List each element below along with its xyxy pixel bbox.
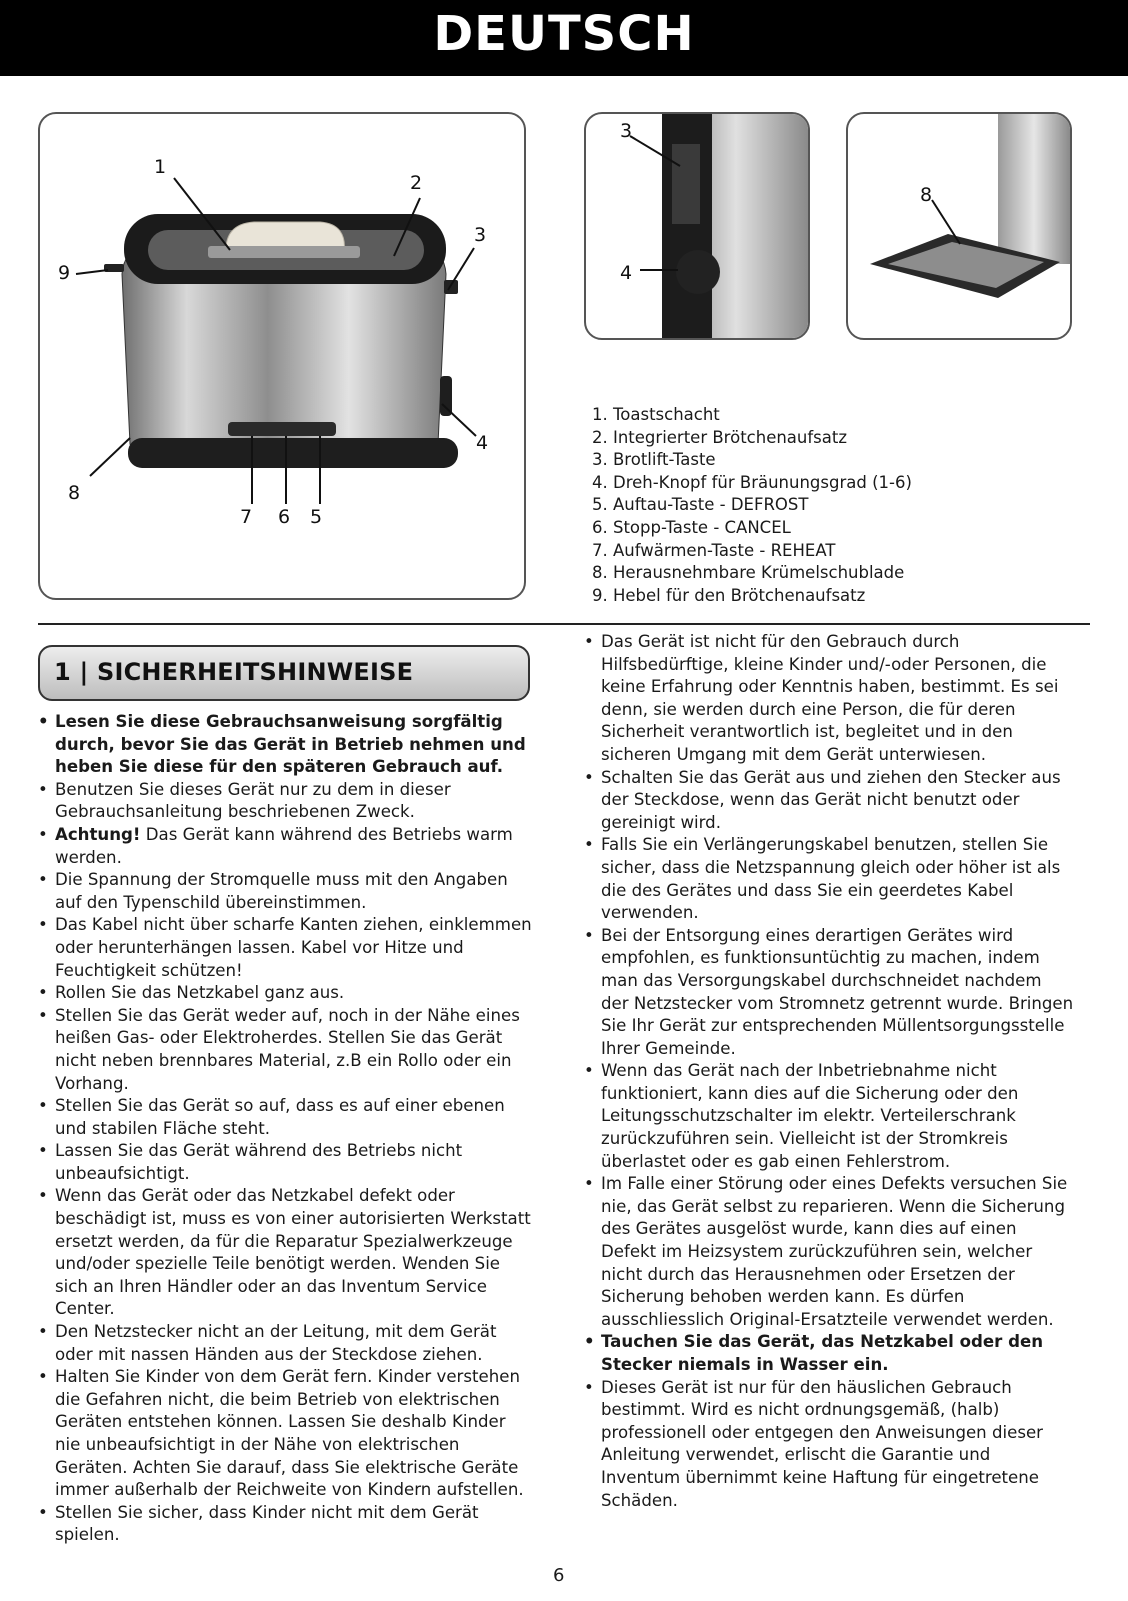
crumb-tray-figure [846,112,1072,340]
language-banner [0,0,1128,76]
list-item: • Stellen Sie das Gerät so auf, dass es auf einer ebenen und stabilen Fläche steht. [38,1095,534,1140]
list-item: • Das Gerät ist nicht für den Gebrauch durch Hilfsbedürftige, kleine Kinder und/-oder Personen, die keine Erfahrung oder Kenntnis haben, bestimmt. Es sei denn, sie werden durch eine Person, die für deren Sicherheit verantwortlich ist, begleitet und in den sicheren Umgang mit dem Gerät unterwiesen. [584,631,1074,767]
list-item: • Den Netzstecker nicht an der Leitung, mit dem Gerät oder mit nassen Händen aus der Steckdose ziehen. [38,1321,534,1366]
section-title: 1 | SICHERHEITSHINWEISE [54,658,414,686]
list-item: • Schalten Sie das Gerät aus und ziehen den Stecker aus der Steckdose, wenn das Gerät nicht benutzt oder gereinigt wird. [584,767,1074,835]
warning-label: Achtung! [55,824,141,844]
tray-callout-8: 8 [920,184,933,206]
callout-7: 7 [240,506,253,528]
list-item: • Wenn das Gerät oder das Netzkabel defekt oder beschädigt ist, muss es von einer autorisierten Werkstatt ersetzt werden, da für die Reparatur Spezialwerkzeuge und/oder spezielle Teile benötigt werden. Wenden Sie sich an Ihren Händler oder an das Inventum Service Center. [38,1185,534,1321]
section-divider [38,623,1090,625]
list-item: • Lassen Sie das Gerät während des Betriebs nicht unbeaufsichtigt. [38,1140,534,1185]
safety-list-right [584,631,1074,1512]
list-item: • Tauchen Sie das Gerät, das Netzkabel oder den Stecker niemals in Wasser ein. [584,1331,1074,1376]
toaster-front-figure [38,112,526,600]
parts-list-item: 3. Brotlift-Taste [592,450,716,470]
list-item: • Falls Sie ein Verlängerungskabel benutzen, stellen Sie sicher, dass die Netzspannung gleich oder höher ist als die des Gerätes und dass Sie ein geerdetes Kabel verwenden. [584,834,1074,924]
callout-6: 6 [278,506,291,528]
callout-9: 9 [58,262,71,284]
callout-4: 4 [476,432,489,454]
list-item: • Halten Sie Kinder von dem Gerät fern. Kinder verstehen die Gefahren nicht, die beim Betrieb von elektrischen Geräten entstehen können. Lassen Sie deshalb Kinder nie unbeaufsichtigt in der Nähe von elektrischen Geräten. Achten Sie darauf, dass Sie elektrische Geräte immer außerhalb der Reichweite von Kindern aufstellen. [38,1366,534,1502]
parts-list-item: 5. Auftau-Taste - DEFROST [592,495,809,515]
list-item: • Das Kabel nicht über scharfe Kanten ziehen, einklemmen oder herunterhängen lassen. Kabel vor Hitze und Feuchtigkeit schützen! [38,914,534,982]
callout-2: 2 [410,172,423,194]
parts-list-item: 4. Dreh-Knopf für Bräunungsgrad (1-6) [592,472,912,492]
list-item: • Stellen Sie das Gerät weder auf, noch in der Nähe eines heißen Gas- oder Elektroherdes. Stellen Sie das Gerät nicht neben brennbares Material, z.B ein Rollo oder ein Vorhang. [38,1005,534,1095]
list-item: • Die Spannung der Stromquelle muss mit den Angaben auf den Typenschild übereinstimmen. [38,869,534,914]
section-heading-box [38,645,530,701]
list-item: • Im Falle einer Störung oder eines Defekts versuchen Sie nie, das Gerät selbst zu reparieren. Wenn die Sicherung des Gerätes ausgelöst wurde, kann dies auf einen Defekt im Heizsystem zurückzuführen sein, welcher nicht durch das Herausnehmen oder Ersetzen der Sicherung behoben werden kann. Es dürfen ausschliesslich Original-Ersatzteile verwendet werden. [584,1173,1074,1331]
page-number: 6 [553,1565,565,1586]
side-callout-4: 4 [620,262,633,284]
list-item: • Rollen Sie das Netzkabel ganz aus. [38,982,534,1005]
side-callout-3: 3 [620,120,633,142]
parts-list [592,404,912,607]
callout-1: 1 [154,156,167,178]
crumb-tray-illustration [848,114,1070,338]
callout-8: 8 [68,482,81,504]
toaster-side-detail-figure [584,112,810,340]
parts-list-item: 1. Toastschacht [592,405,720,424]
parts-list-item: 7. Aufwärmen-Taste - REHEAT [592,540,836,560]
list-item: • Wenn das Gerät nach der Inbetriebnahme nicht funktioniert, kann dies auf die Sicherung oder den Leitungsschutzschalter im elektr. Verteilerschrank zurückzuführen sein. Vielleicht ist der Stromkreis überlastet oder es gab einen Fehlerstrom. [584,1060,1074,1173]
parts-list-item: 8. Herausnehmbare Krümelschublade [592,563,905,583]
parts-list-item: 9. Hebel für den Brötchenaufsatz [592,585,866,605]
parts-list-item: 6. Stopp-Taste - CANCEL [592,517,791,537]
list-item: • Achtung! Das Gerät kann während des Betriebs warm werden. [38,824,534,869]
list-item: • Benutzen Sie dieses Gerät nur zu dem in dieser Gebrauchsanleitung beschriebenen Zweck. [38,779,534,824]
language-title: DEUTSCH [433,6,695,62]
side-detail-illustration [586,114,808,338]
list-item: • Lesen Sie diese Gebrauchsanweisung sorgfältig durch, bevor Sie das Gerät in Betrieb nehmen und heben Sie diese für den späteren Gebrauch auf. [38,711,534,779]
callout-5: 5 [310,506,323,528]
list-item: • Bei der Entsorgung eines derartigen Gerätes wird empfohlen, es funktionsuntüchtig zu machen, indem man das Versorgungskabel durchschneidet nachdem der Netzstecker vom Stromnetz getrennt wurde. Bringen Sie Ihr Gerät zur entsprechenden Müllentsorgungsstelle Ihrer Gemeinde. [584,925,1074,1061]
list-item: • Dieses Gerät ist nur für den häuslichen Gebrauch bestimmt. Wird es nicht ordnungsgemäß, (halb) professionell oder entgegen den Anweisungen dieser Anleitung verwendet, erlischt die Garantie und Inventum übernimmt keine Haftung für eingetretene Schäden. [584,1377,1074,1513]
list-item: • Stellen Sie sicher, dass Kinder nicht mit dem Gerät spielen. [38,1502,534,1547]
callout-3: 3 [474,224,487,246]
parts-list-item: 2. Integrierter Brötchenaufsatz [592,427,848,447]
safety-list-left [38,711,534,1547]
